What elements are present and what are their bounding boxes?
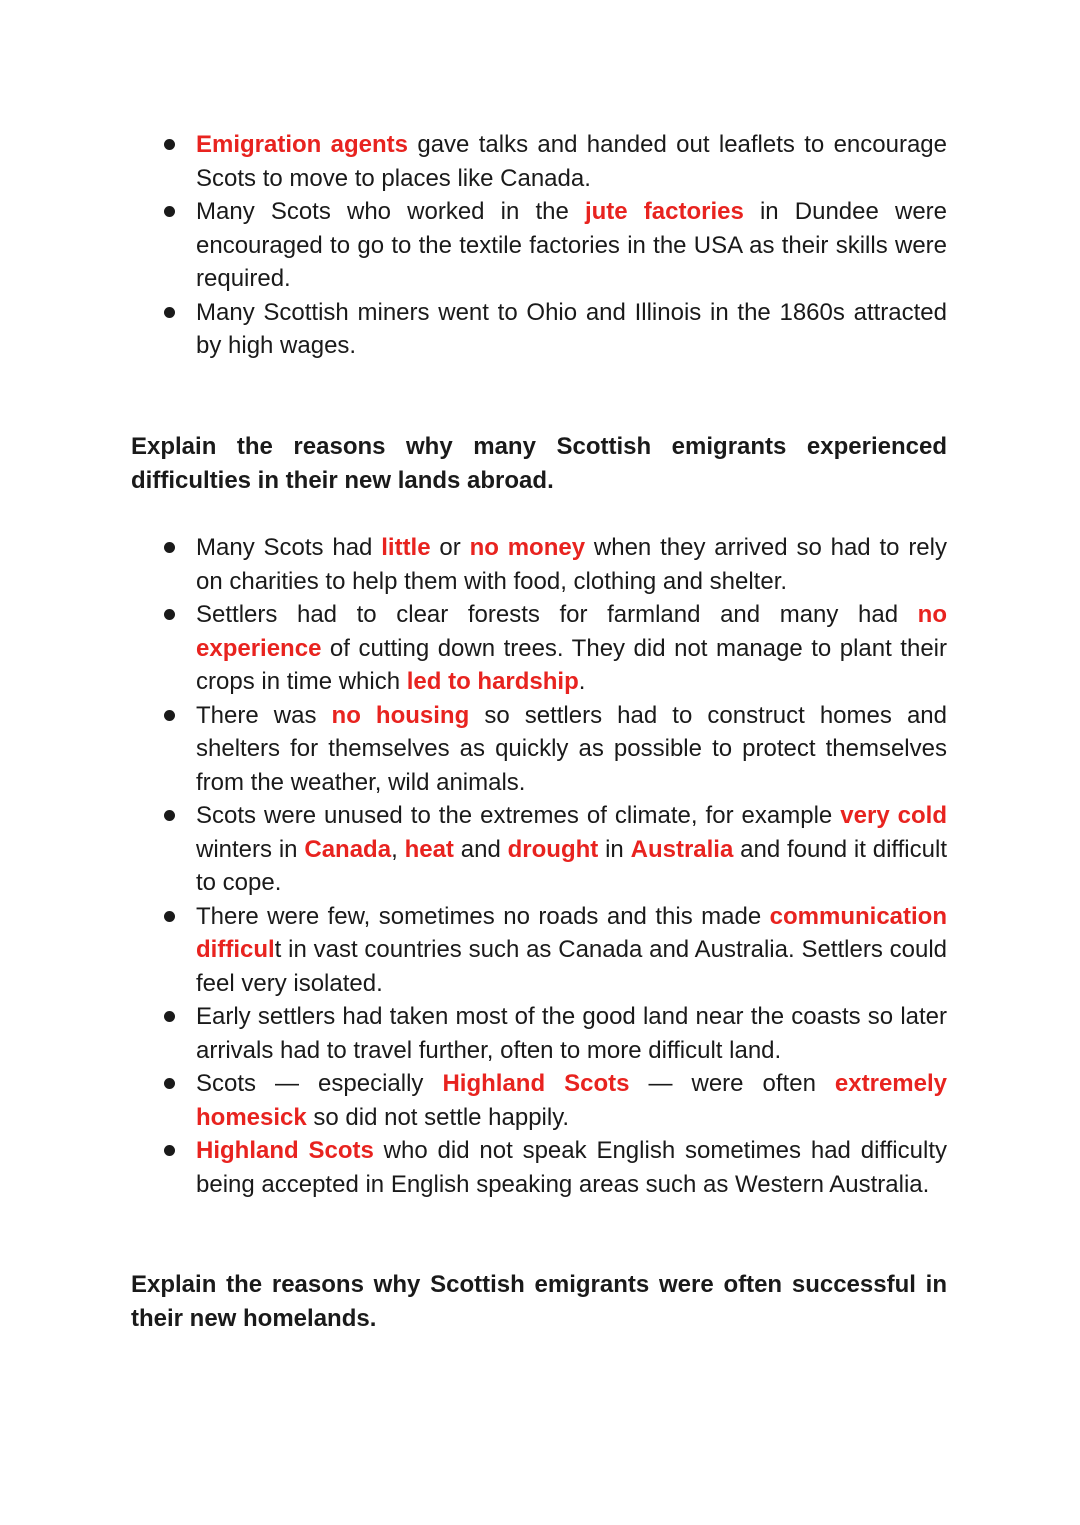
bullet-icon bbox=[164, 307, 175, 318]
highlighted-text: Highland Scots bbox=[442, 1070, 630, 1097]
body-text: when they arrived so had to rely on charities to help them with food, clothing and shelter. bbox=[196, 534, 947, 595]
list-item bbox=[160, 900, 947, 1001]
list-item bbox=[160, 699, 947, 800]
highlighted-text: Australia bbox=[630, 835, 734, 863]
bullet-icon bbox=[164, 609, 175, 620]
body-text: so settlers had to construct homes and shelters for themselves as quickly as possible to protect themselves from the weather, wild animals. bbox=[196, 701, 947, 796]
body-text: There were few, sometimes no roads and this made bbox=[196, 902, 770, 930]
body-text: Many Scots who worked in the bbox=[196, 198, 585, 225]
list-item bbox=[160, 296, 947, 363]
bullet-icon bbox=[164, 542, 175, 553]
highlighted-text: Canada bbox=[304, 835, 392, 863]
highlighted-text: heat bbox=[404, 835, 454, 863]
highlighted-text: communication difficul bbox=[196, 902, 947, 963]
body-text: or bbox=[430, 534, 470, 561]
body-text: and bbox=[453, 835, 508, 863]
bullet-icon bbox=[164, 1011, 175, 1022]
bullet-icon bbox=[164, 911, 175, 922]
body-text: winters in bbox=[196, 835, 305, 863]
body-text: Settlers had to clear forests for farmland and many had bbox=[196, 601, 918, 628]
highlighted-text: very cold bbox=[840, 802, 947, 829]
body-text: who did not speak English sometimes had difficulty being accepted in English speaking areas such as Western Australia. bbox=[196, 1137, 947, 1198]
list-item bbox=[160, 1134, 947, 1201]
bullet-list-difficulties bbox=[160, 531, 947, 1201]
body-text: , bbox=[391, 835, 405, 863]
bullet-icon bbox=[164, 710, 175, 721]
body-text: of cutting down trees. They did not manage to plant their crops in time which bbox=[196, 634, 947, 695]
highlighted-text: Emigration agents bbox=[196, 131, 409, 158]
bullet-icon bbox=[164, 139, 175, 150]
body-text: . bbox=[578, 668, 586, 695]
body-text: so did not settle happily. bbox=[306, 1103, 570, 1131]
body-text: and found it difficult to cope. bbox=[196, 835, 947, 896]
highlighted-text: led to hardship bbox=[406, 668, 579, 695]
body-text: Many Scottish miners went to Ohio and Illinois in the 1860s attracted by high wages. bbox=[196, 298, 947, 359]
highlighted-text: no experience bbox=[196, 601, 947, 662]
highlighted-text: drought bbox=[507, 835, 599, 863]
list-item bbox=[160, 128, 947, 195]
question-heading-difficulties: Explain the reasons why many Scottish emigrants experienced difficulties in their new lands abroad. bbox=[131, 433, 947, 494]
bullet-list-reasons-emigration bbox=[160, 128, 947, 363]
body-text: in Dundee were encouraged to go to the textile factories in the USA as their skills were required. bbox=[196, 198, 948, 292]
question-heading-success: Explain the reasons why Scottish emigrants were often successful in their new homelands. bbox=[131, 1271, 947, 1332]
highlighted-text: no housing bbox=[331, 701, 470, 729]
bullet-icon bbox=[164, 206, 175, 217]
highlighted-text: extremely homesick bbox=[196, 1070, 947, 1131]
body-text: gave talks and handed out leaflets to encourage Scots to move to places like Canada. bbox=[196, 131, 947, 192]
highlighted-text: little bbox=[381, 534, 431, 561]
list-item bbox=[160, 195, 947, 296]
list-item bbox=[160, 1000, 947, 1067]
bullet-icon bbox=[164, 810, 175, 821]
highlighted-text: jute factories bbox=[584, 198, 744, 225]
bullet-icon bbox=[164, 1078, 175, 1089]
body-text: There was bbox=[196, 701, 332, 729]
list-item bbox=[160, 598, 947, 699]
bullet-icon bbox=[164, 1145, 175, 1156]
body-text: in bbox=[598, 835, 631, 863]
body-text: t in vast countries such as Canada and Australia. Settlers could feel very isolated. bbox=[196, 936, 947, 997]
body-text: — were often bbox=[629, 1070, 835, 1097]
list-item bbox=[160, 531, 947, 598]
list-item bbox=[160, 1067, 947, 1134]
highlighted-text: Highland Scots bbox=[196, 1137, 374, 1164]
highlighted-text: no money bbox=[469, 534, 586, 561]
body-text: Scots — especially bbox=[196, 1070, 443, 1097]
body-text: Early settlers had taken most of the good land near the coasts so later arrivals had to travel further, often to more difficult land. bbox=[196, 1003, 947, 1064]
body-text: Scots were unused to the extremes of climate, for example bbox=[196, 802, 841, 829]
body-text: Many Scots had bbox=[196, 534, 382, 561]
list-item bbox=[160, 799, 947, 900]
